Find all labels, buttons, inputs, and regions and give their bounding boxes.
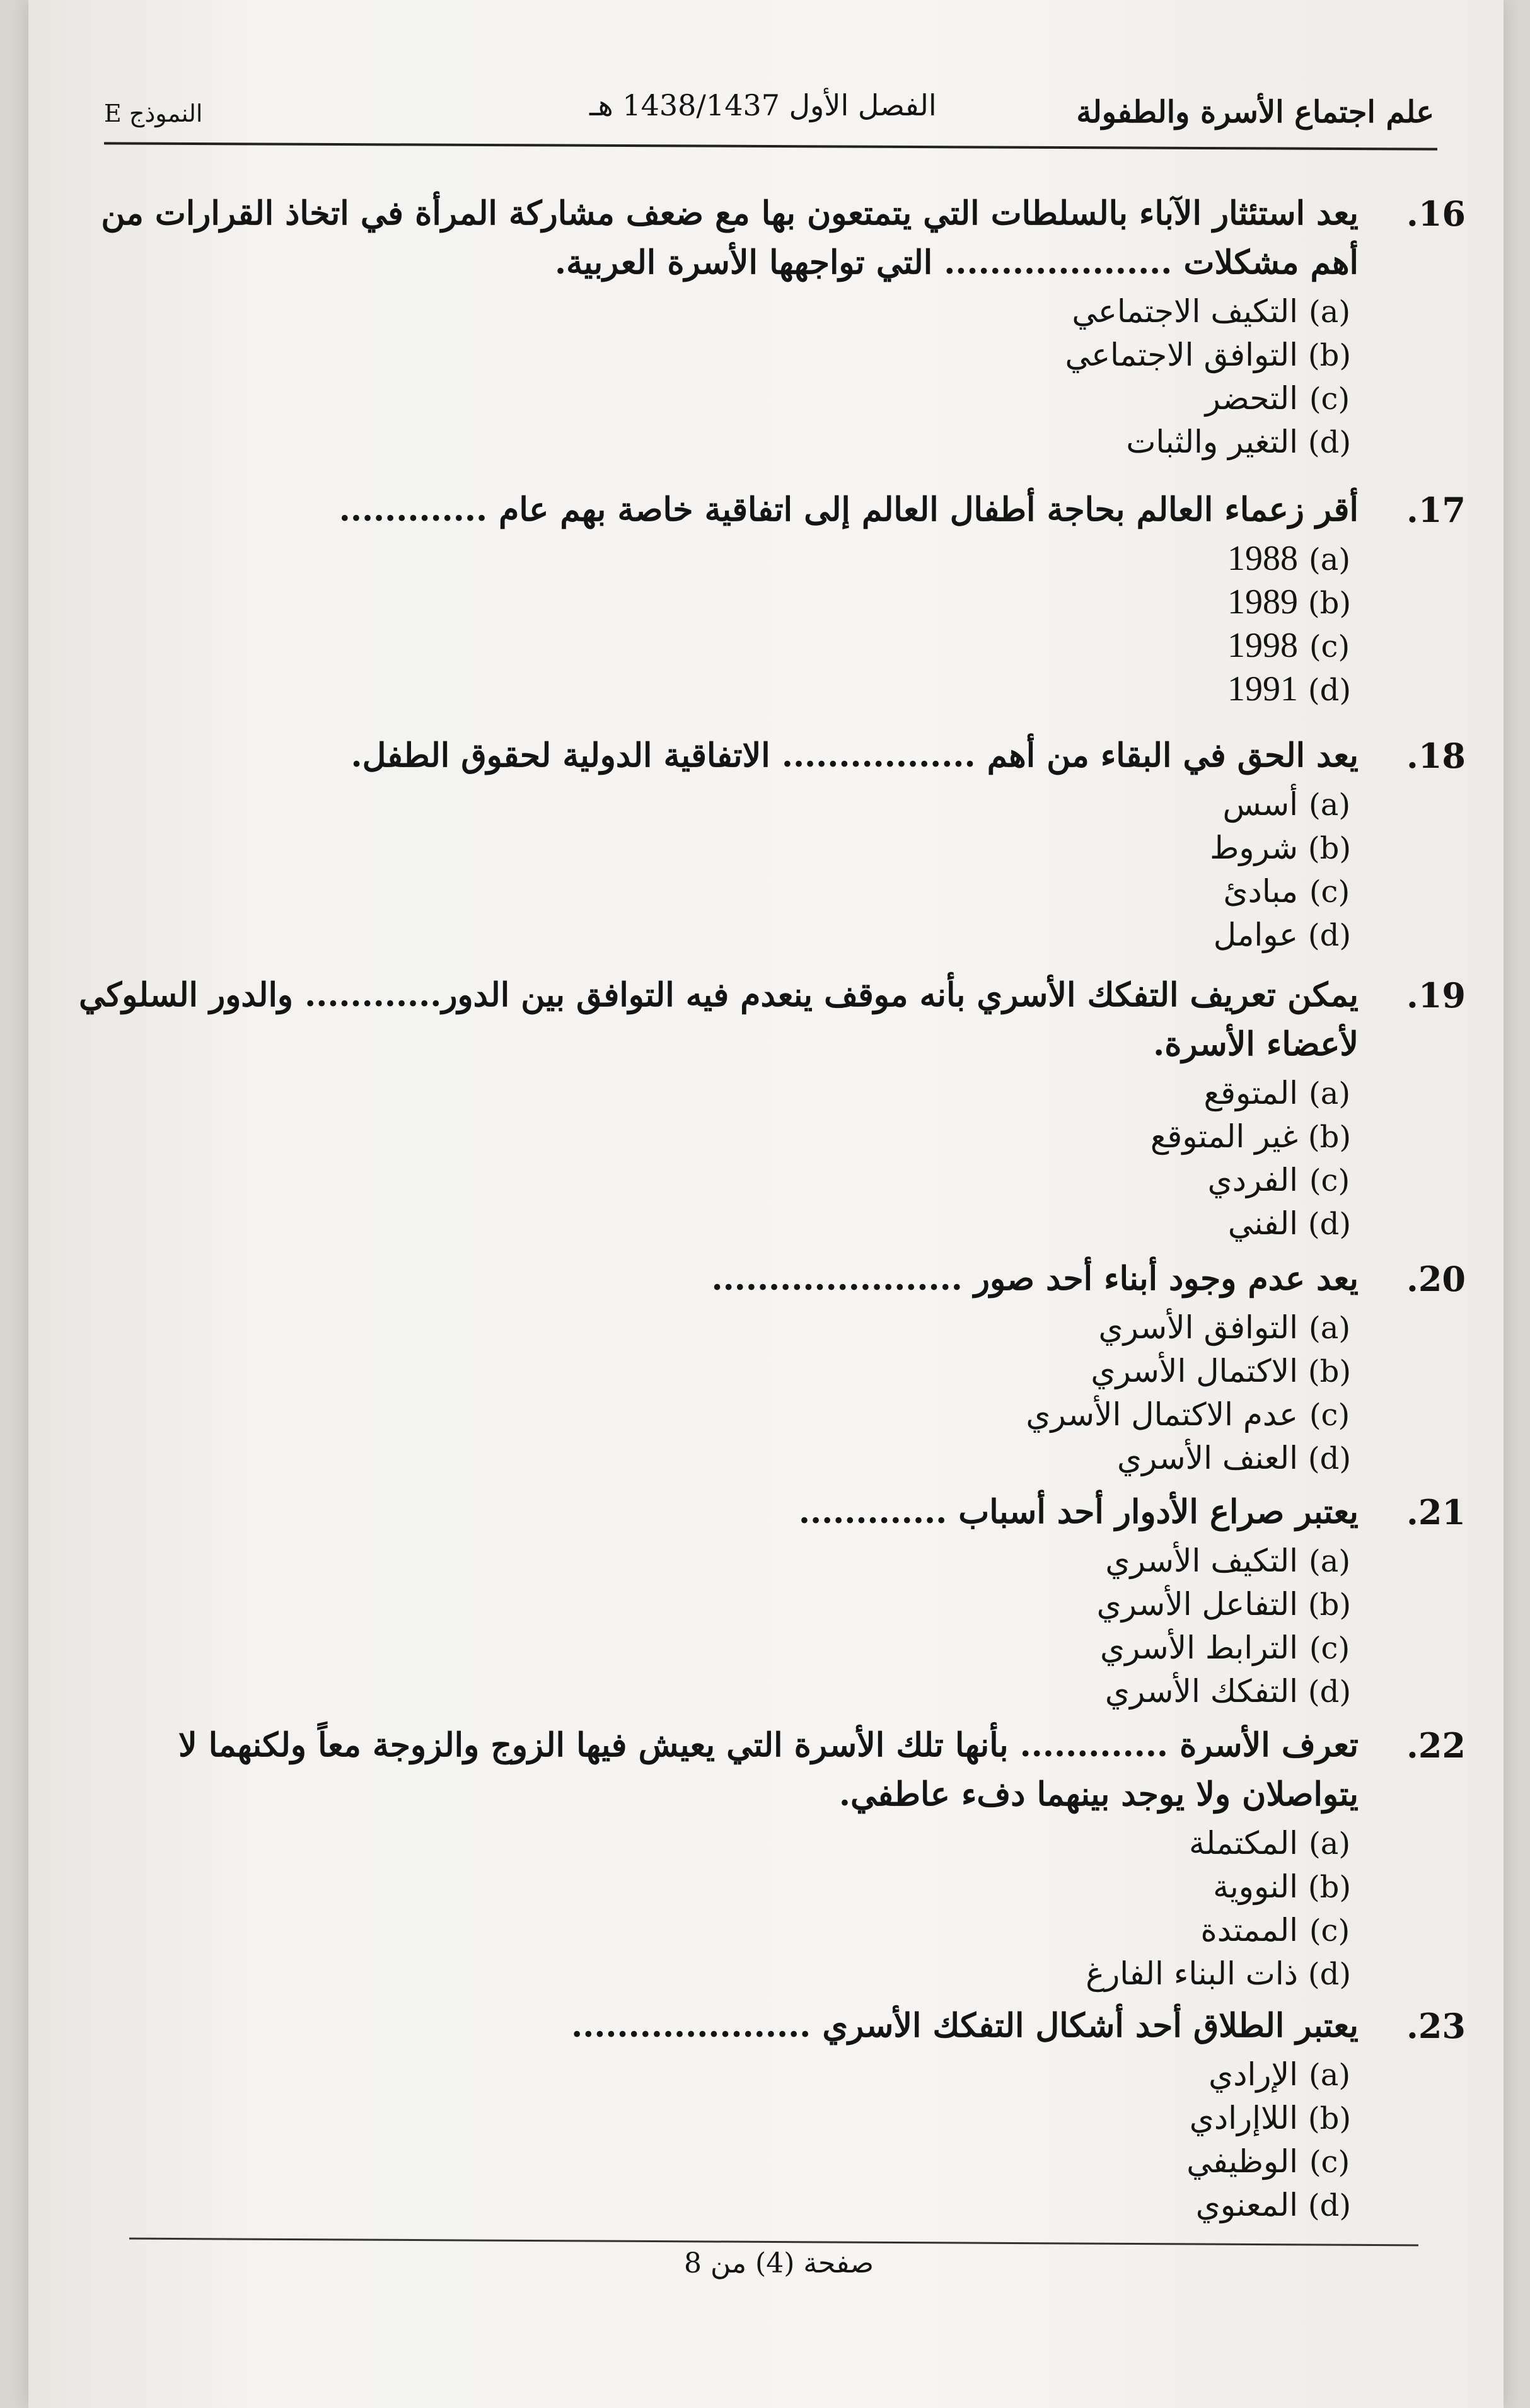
option-text: غير المتوقع [1150, 1118, 1298, 1155]
option-a[interactable] [66, 783, 1352, 826]
option-text: اللاإرادي [1189, 2100, 1298, 2136]
page-number: صفحة (4) من 8 [684, 2247, 874, 2279]
option-text: أسس [1222, 786, 1298, 823]
option-letter: (c) [1309, 1398, 1350, 1433]
question-stem [66, 485, 1466, 535]
question-text: يعد الحق في البقاء من أهم ................. الاتفاقية الدولية لحقوق الطفل. [351, 736, 1359, 775]
exam-page [28, 0, 1504, 2408]
option-letter: (a) [1308, 1311, 1351, 1346]
option-letter: (d) [1307, 425, 1352, 460]
options-list [66, 1822, 1352, 1996]
option-c[interactable] [66, 1159, 1352, 1202]
model-label: النموذج E [104, 100, 203, 127]
option-d[interactable] [66, 668, 1352, 711]
option-letter: (a) [1308, 2058, 1351, 2093]
question-text: تعرف الأسرة ............. بأنها تلك الأسرة التي يعيش فيها الزوج والزوجة معاً ولكنهما لا يتواصلان ولا يوجد بينهما دفء عاطفي. [178, 1726, 1359, 1814]
option-letter: (b) [1307, 831, 1352, 866]
question-18 [66, 731, 1466, 957]
option-a[interactable] [66, 1306, 1352, 1350]
question-text: يعد استئثار الآباء بالسلطات التي يتمتعون بها مع ضعف مشاركة المرأة في اتخاذ القرارات من أهم مشكلات .................... التي تواجهها الأسرة العربية. [101, 194, 1359, 282]
option-text: 1998 [1227, 626, 1298, 665]
option-letter: (b) [1307, 1120, 1352, 1155]
option-b[interactable] [66, 1115, 1352, 1159]
question-stem [66, 1721, 1466, 1819]
option-letter: (a) [1308, 294, 1351, 330]
option-text: التكيف الاجتماعي [1072, 293, 1298, 330]
header-divider [104, 142, 1437, 150]
option-letter: (b) [1307, 338, 1352, 373]
option-letter: (a) [1308, 1076, 1351, 1111]
option-letter: (d) [1307, 918, 1352, 953]
question-text: يمكن تعريف التفكك الأسري بأنه موقف ينعدم فيه التوافق بين الدور............ والدور السلوكي لأعضاء الأسرة. [79, 976, 1359, 1063]
question-number: .18 [1406, 736, 1466, 776]
option-letter: (b) [1307, 1870, 1352, 1905]
option-letter: (b) [1307, 586, 1352, 621]
option-letter: (d) [1307, 1957, 1352, 1992]
option-text: التوافق الأسري [1098, 1309, 1298, 1346]
question-text: أقر زعماء العالم بحاجة أطفال العالم إلى اتفاقية خاصة بهم عام ............. [339, 490, 1359, 529]
question-text: يعتبر صراع الأدوار أحد أسباب ............. [798, 1493, 1359, 1531]
options-list [66, 2053, 1352, 2227]
option-letter: (a) [1308, 1826, 1351, 1861]
option-text: شروط [1210, 830, 1298, 866]
option-d[interactable] [66, 1952, 1352, 1996]
option-d[interactable] [66, 1670, 1352, 1713]
option-text: المكتملة [1189, 1825, 1298, 1861]
question-stem [66, 189, 1466, 287]
question-number: .20 [1406, 1259, 1466, 1299]
question-stem [66, 1488, 1466, 1537]
option-b[interactable] [66, 2097, 1352, 2140]
option-text: الممتدة [1200, 1912, 1298, 1948]
option-b[interactable] [66, 1350, 1352, 1393]
question-16 [66, 189, 1466, 464]
option-text: التكيف الأسري [1105, 1543, 1298, 1579]
option-text: التفكك الأسري [1104, 1673, 1298, 1710]
option-letter: (c) [1309, 1163, 1350, 1198]
option-d[interactable] [66, 1202, 1352, 1246]
option-c[interactable] [66, 2140, 1352, 2184]
question-stem [66, 2001, 1466, 2051]
question-17 [66, 485, 1466, 711]
footer-divider [129, 2238, 1418, 2247]
option-letter: (c) [1309, 2145, 1350, 2180]
option-letter: (d) [1307, 673, 1352, 708]
question-stem [66, 971, 1466, 1069]
option-letter: (a) [1308, 542, 1351, 577]
option-letter: (d) [1307, 1207, 1352, 1242]
option-c[interactable] [66, 377, 1352, 420]
question-23 [66, 2001, 1466, 2227]
option-b[interactable] [66, 333, 1352, 377]
option-letter: (a) [1308, 787, 1351, 823]
option-d[interactable] [66, 420, 1352, 464]
option-letter: (d) [1307, 1674, 1352, 1710]
question-20 [66, 1254, 1466, 1480]
option-letter: (c) [1309, 874, 1350, 910]
course-title: علم اجتماع الأسرة والطفولة [1076, 95, 1434, 130]
option-letter: (a) [1308, 1544, 1351, 1579]
option-c[interactable] [66, 1626, 1352, 1670]
option-a[interactable] [66, 1539, 1352, 1583]
option-letter: (c) [1309, 1913, 1350, 1948]
options-list [66, 1072, 1352, 1246]
option-b[interactable] [66, 1583, 1352, 1626]
option-text: المتوقع [1203, 1075, 1298, 1111]
question-19 [66, 971, 1466, 1246]
option-text: الترابط الأسري [1100, 1629, 1298, 1666]
options-list [66, 783, 1352, 957]
option-text: عدم الاكتمال الأسري [1026, 1396, 1298, 1433]
option-text: العنف الأسري [1116, 1440, 1298, 1476]
option-text: الفني [1227, 1205, 1298, 1242]
option-c[interactable] [66, 1909, 1352, 1952]
question-text: يعد عدم وجود أبناء أحد صور ...................... [711, 1259, 1359, 1298]
option-text: المعنوي [1195, 2187, 1298, 2223]
page-header [104, 82, 1434, 142]
option-text: 1989 [1227, 582, 1298, 622]
question-stem [66, 1254, 1466, 1304]
options-list [66, 1306, 1352, 1480]
question-number: .17 [1406, 490, 1466, 530]
option-c[interactable] [66, 1393, 1352, 1437]
option-letter: (b) [1307, 2101, 1352, 2136]
option-text: ذات البناء الفارغ [1086, 1955, 1298, 1992]
option-text: الإرادي [1208, 2056, 1298, 2093]
option-text: عوامل [1213, 917, 1298, 953]
option-letter: (d) [1307, 2188, 1352, 2223]
question-stem [66, 731, 1466, 780]
option-d[interactable] [66, 2184, 1352, 2227]
question-21 [66, 1488, 1466, 1713]
option-a[interactable] [66, 2053, 1352, 2097]
question-22 [66, 1721, 1466, 1996]
option-c[interactable] [66, 870, 1352, 913]
question-number: .21 [1406, 1492, 1466, 1532]
term-label: الفصل الأول 1438/1437 هـ [589, 88, 937, 122]
option-text: الفردي [1207, 1162, 1298, 1198]
option-a[interactable] [66, 290, 1352, 333]
question-number: .19 [1406, 975, 1466, 1016]
option-letter: (c) [1309, 1631, 1350, 1666]
option-b[interactable] [66, 826, 1352, 870]
option-letter: (b) [1307, 1587, 1352, 1623]
option-letter: (d) [1307, 1441, 1352, 1476]
option-letter: (c) [1309, 629, 1350, 664]
option-text: التوافق الاجتماعي [1065, 337, 1298, 373]
question-number: .22 [1406, 1725, 1466, 1766]
option-text: 1991 [1227, 669, 1298, 709]
option-text: التحضر [1205, 380, 1298, 417]
option-text: التفاعل الأسري [1096, 1586, 1298, 1623]
option-d[interactable] [66, 1437, 1352, 1480]
question-number: .16 [1406, 194, 1466, 234]
option-a[interactable] [66, 537, 1352, 581]
option-text: الوظيفي [1186, 2143, 1298, 2180]
question-text: يعتبر الطلاق أحد أشكال التفكك الأسري ..................... [571, 2006, 1359, 2045]
option-letter: (c) [1309, 381, 1350, 417]
option-d[interactable] [66, 913, 1352, 957]
question-number: .23 [1406, 2006, 1466, 2046]
option-a[interactable] [66, 1072, 1352, 1115]
option-c[interactable] [66, 624, 1352, 668]
option-a[interactable] [66, 1822, 1352, 1865]
option-letter: (b) [1307, 1354, 1352, 1389]
option-text: التغير والثبات [1126, 424, 1298, 460]
option-text: الاكتمال الأسري [1091, 1353, 1298, 1389]
options-list [66, 537, 1352, 711]
option-text: 1988 [1227, 539, 1298, 578]
option-b[interactable] [66, 1865, 1352, 1909]
options-list [66, 1539, 1352, 1713]
option-b[interactable] [66, 581, 1352, 624]
option-text: مبادئ [1223, 873, 1298, 910]
option-text: النووية [1213, 1868, 1298, 1905]
options-list [66, 290, 1352, 464]
